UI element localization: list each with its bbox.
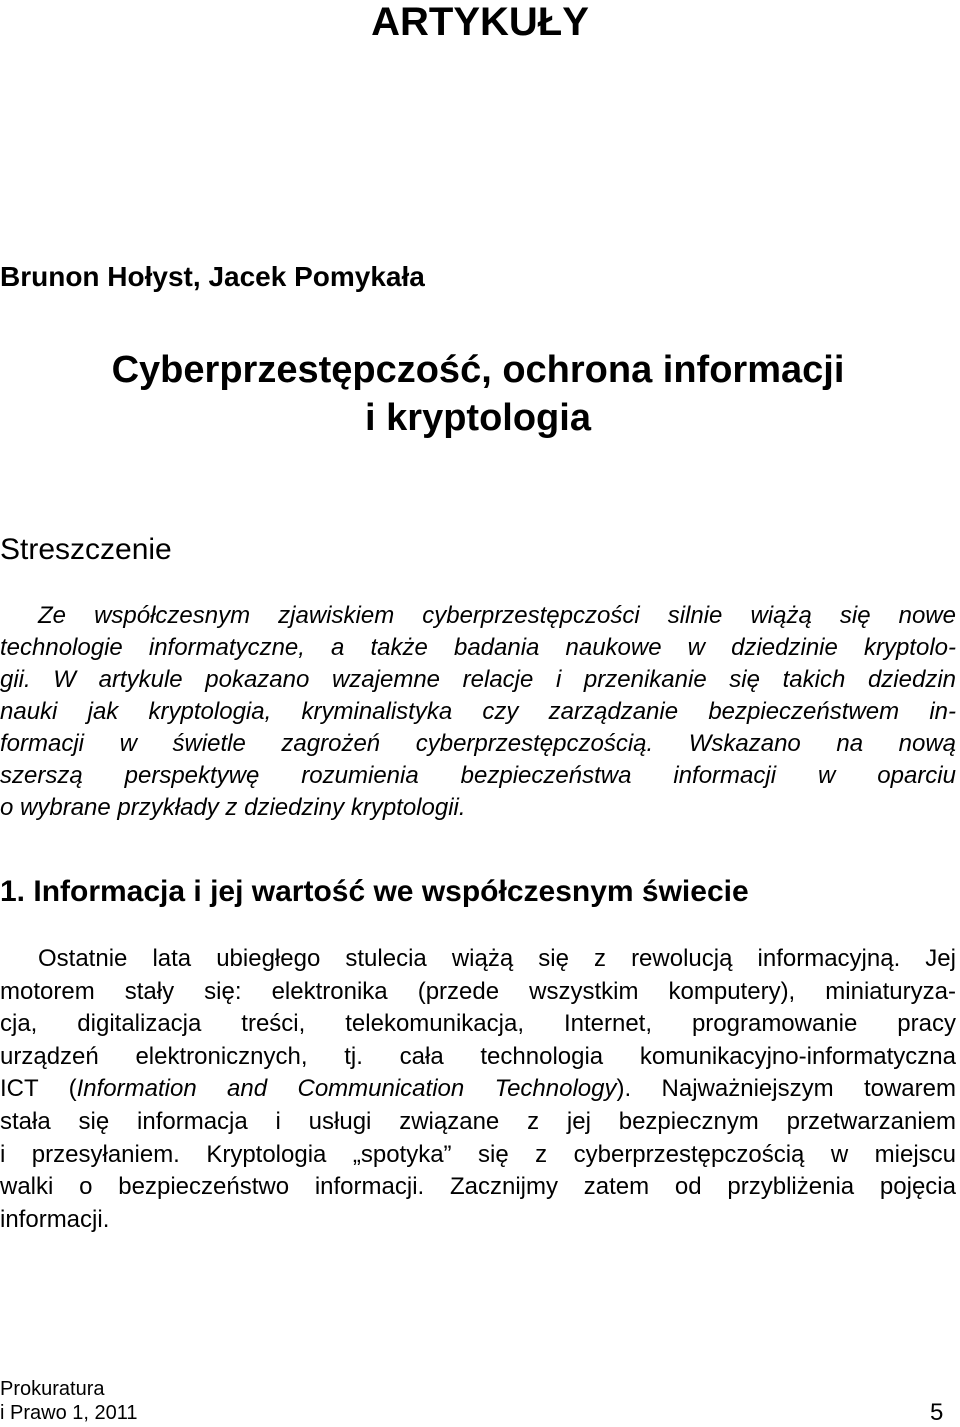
article-title-line: Cyberprzestępczość, ochrona informacji: [111, 349, 845, 391]
abstract-heading: Streszczenie: [0, 533, 172, 566]
body-line-start: ICT (: [0, 1075, 77, 1103]
abstract-line: technologie informatyczne, a także badania naukowe w dziedzinie kryptolo-: [0, 634, 956, 661]
body-line: [0, 1073, 956, 1106]
section-heading: 1. Informacja i jej wartość we współczesnym świecie: [0, 875, 749, 908]
body-line: Ostatnie lata ubiegłego stulecia wiążą się z rewolucją informacyjną. Jej: [38, 945, 956, 972]
abstract-line: gii. W artykule pokazano wzajemne relacje i przenikanie się takich dziedzin: [0, 666, 956, 693]
body-line: cja, digitalizacja treści, telekomunikacja, Internet, programowanie pracy: [0, 1010, 956, 1038]
abstract-line: formacji w świetle zagrożeń cyberprzestępczością. Wskazano na nową: [0, 730, 956, 757]
body-line-italic: Information and Communication Technology: [76, 1075, 617, 1103]
body-line: motorem stały się: elektronika (przede wszystkim komputery), miniaturyza-: [0, 977, 956, 1005]
body-line: informacji.: [0, 1205, 110, 1233]
abstract-line: o wybrane przykłady z dziedziny kryptologii.: [0, 794, 466, 821]
body-line-end: ). Najważniejszym towarem: [616, 1075, 956, 1103]
body-line: walki o bezpieczeństwo informacji. Zacznijmy zatem od przybliżenia pojęcia: [0, 1173, 956, 1201]
section-header: ARTYKUŁY: [371, 0, 589, 44]
article-title-line: i kryptologia: [365, 397, 591, 439]
journal-footer: [0, 1377, 138, 1425]
article-title: [0, 346, 956, 442]
journal-issue: i Prawo 1, 2011: [0, 1402, 138, 1424]
abstract-line: szerszą perspektywę rozumienia bezpieczeństwa informacji w oparciu: [0, 762, 956, 789]
journal-name: Prokuratura: [0, 1378, 105, 1400]
abstract-text: [0, 600, 956, 824]
abstract-line: nauki jak kryptologia, kryminalistyka czy zarządzanie bezpieczeństwem in-: [0, 698, 956, 725]
page-number: 5: [930, 1399, 944, 1426]
article-authors: Brunon Hołyst, Jacek Pomykała: [0, 261, 425, 292]
body-line: urządzeń elektronicznych, tj. cała technologia komunikacyjno-informatyczna: [0, 1042, 956, 1070]
section-body: [0, 943, 956, 1236]
body-line: stała się informacja i usługi związane z jej bezpiecznym przetwarzaniem: [0, 1107, 956, 1135]
abstract-line: Ze współczesnym zjawiskiem cyberprzestępczości silnie wiążą się nowe: [38, 602, 956, 629]
body-line: i przesyłaniem. Kryptologia „spotyka” się z cyberprzestępczością w miejscu: [0, 1140, 956, 1168]
